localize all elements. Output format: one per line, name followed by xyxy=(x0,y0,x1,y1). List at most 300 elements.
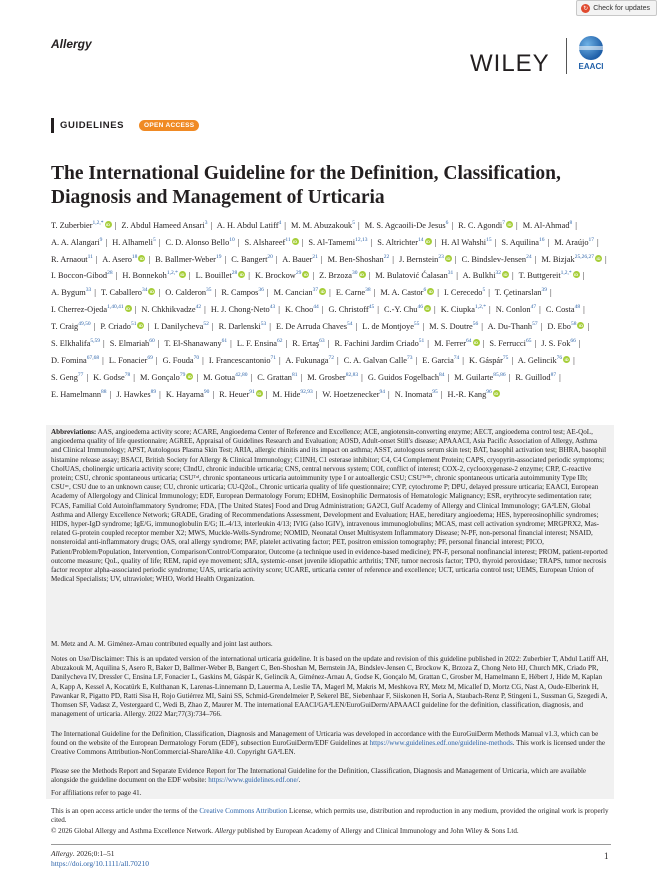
license-note xyxy=(51,807,609,825)
orcid-icon[interactable] xyxy=(105,221,112,228)
orcid-icon[interactable] xyxy=(238,271,245,278)
author-name[interactable] xyxy=(441,238,491,247)
orcid-icon[interactable] xyxy=(186,373,193,380)
author-separator: | xyxy=(422,322,425,332)
footer-citation-text: . 2026;0:1–51 xyxy=(72,849,115,858)
author-name[interactable] xyxy=(380,288,434,297)
author-name-text: E. De Arruda Chaves xyxy=(276,322,347,332)
article-title: The International Guideline for the Definition, Classification, Diagnosis and Management of Urticaria xyxy=(51,163,561,208)
author-separator: | xyxy=(321,305,324,315)
author-name-text: L. de Montjoye xyxy=(362,322,414,332)
orcid-icon[interactable] xyxy=(493,390,500,397)
author-affiliation: 51 xyxy=(418,338,425,345)
author-name-text: I. Cerecedo xyxy=(443,288,483,298)
author-name[interactable] xyxy=(515,373,556,382)
author-name[interactable] xyxy=(546,305,580,314)
author-name[interactable] xyxy=(523,221,573,230)
author-name-text: H. J. Chong-Neto xyxy=(210,305,270,315)
author-name[interactable] xyxy=(399,255,452,264)
author-name-text: K. Ciupka xyxy=(440,305,476,315)
orcid-icon[interactable] xyxy=(292,238,299,245)
author-affiliation: 78 xyxy=(124,371,131,378)
author-name-text: S. Al-Tamemi xyxy=(308,237,356,247)
author-separator: | xyxy=(212,389,215,399)
author-name[interactable] xyxy=(203,373,247,382)
author-affiliation: 96 xyxy=(486,388,492,395)
license-text: This is an open access article under the terms of the xyxy=(51,807,200,815)
author-affiliation: 25,26,27 xyxy=(574,253,594,260)
author-name[interactable] xyxy=(547,322,584,331)
author-name[interactable] xyxy=(102,255,145,264)
author-name[interactable] xyxy=(276,322,352,331)
author-separator: | xyxy=(508,372,511,382)
author-name[interactable] xyxy=(336,288,371,297)
author-name[interactable] xyxy=(518,356,570,365)
orcid-icon[interactable] xyxy=(138,255,145,262)
author-name[interactable] xyxy=(368,373,445,382)
author-name[interactable] xyxy=(444,288,485,297)
author-name[interactable] xyxy=(541,339,576,348)
author-name-text: M. S. Agcaoili-De Jesus xyxy=(364,220,446,230)
author-name-text: S. Elmariah xyxy=(109,338,150,348)
author-affiliation: 1,2,* xyxy=(92,220,104,226)
author-name-text: M. Hide xyxy=(272,389,301,399)
author-name[interactable] xyxy=(51,271,113,280)
author-name-text: P. Criado xyxy=(100,322,131,332)
author-name[interactable] xyxy=(165,288,211,297)
author-affiliation: 56 xyxy=(472,321,479,328)
author-affiliation: 76 xyxy=(556,355,563,361)
author-affiliation: 65 xyxy=(525,338,532,345)
orcid-icon[interactable] xyxy=(427,288,434,295)
author-separator: | xyxy=(196,372,198,382)
author-name[interactable] xyxy=(434,339,479,348)
equal-contribution-note: M. Metz and A. M. Giménez-Arnau contributed equally and joint last authors. xyxy=(51,640,273,648)
author-name[interactable] xyxy=(196,271,246,280)
abbreviations-label: Abbreviations: xyxy=(51,428,97,436)
author-affiliation: 1,2,* xyxy=(475,304,487,311)
orcid-icon[interactable] xyxy=(425,238,432,245)
author-name[interactable] xyxy=(109,356,153,365)
orcid-icon[interactable] xyxy=(137,322,144,329)
globe-band xyxy=(579,46,603,50)
author-name[interactable] xyxy=(166,390,210,399)
author-name[interactable] xyxy=(291,221,355,230)
orcid-icon[interactable] xyxy=(424,305,431,312)
author-name[interactable] xyxy=(112,238,156,247)
author-separator: | xyxy=(93,322,96,332)
author-name[interactable] xyxy=(429,322,478,331)
methods-report-text: Please see the Methods Report and Separate Evidence Report for The International Guideline for the Definition, Classification, Diagnosis and Management of Urticaria, which are available alongside the guideline document on the EDF website: xyxy=(51,767,587,785)
orcid-icon[interactable] xyxy=(256,390,263,397)
author-name-text: T. Zuberbier xyxy=(51,220,93,230)
author-separator: | xyxy=(573,355,575,365)
author-name-text: G. Fouda xyxy=(162,355,194,365)
author-separator: | xyxy=(582,271,585,281)
author-affiliation: 95 xyxy=(432,388,438,395)
orcid-icon[interactable] xyxy=(445,255,452,262)
author-name[interactable] xyxy=(308,238,367,247)
author-name[interactable] xyxy=(163,356,200,365)
author-separator: | xyxy=(230,338,232,348)
publisher-logo: WILEY xyxy=(470,50,550,77)
author-affiliation: 22 xyxy=(383,253,390,260)
author-separator: | xyxy=(114,220,117,230)
author-name-text: T. El-Shanawany xyxy=(164,338,222,348)
author-name-text: C. D. Alonso Bello xyxy=(165,237,230,247)
author-affiliation: 34 xyxy=(141,287,148,294)
author-name[interactable] xyxy=(166,238,235,247)
author-name[interactable] xyxy=(100,322,144,331)
author-name[interactable] xyxy=(285,356,334,365)
author-affiliation: 29 xyxy=(295,270,302,277)
author-name-text: M. Ferrer xyxy=(434,338,467,348)
author-name[interactable] xyxy=(51,339,100,348)
author-separator: | xyxy=(482,338,485,348)
author-name-text: I. Francescantonio xyxy=(208,355,271,365)
author-name[interactable] xyxy=(121,221,207,230)
author-name-text: R. Fachini Jardim Criado xyxy=(334,338,419,348)
author-affiliation: 1,2,* xyxy=(166,270,178,277)
author-name[interactable] xyxy=(377,238,431,247)
author-name-text: N. Conlon xyxy=(495,305,531,315)
author-name-text: C. A. Galvan Calle xyxy=(343,355,407,365)
author-affiliation: 20 xyxy=(267,253,273,260)
author-affiliation: 1,2,* xyxy=(560,270,572,277)
section-label: GUIDELINES xyxy=(60,120,125,131)
author-affiliation: 18 xyxy=(131,253,138,260)
author-name[interactable] xyxy=(334,339,424,348)
author-name[interactable] xyxy=(219,390,263,399)
author-affiliation: 62 xyxy=(277,338,283,345)
author-name-text: K. Brockow xyxy=(255,271,296,281)
author-affiliation: 72 xyxy=(328,355,334,361)
author-name[interactable] xyxy=(154,322,209,331)
author-name-text: E. Hamelmann xyxy=(51,389,102,399)
author-name[interactable] xyxy=(282,255,318,264)
orcid-icon[interactable] xyxy=(573,271,580,278)
author-name[interactable] xyxy=(51,255,93,264)
author-name[interactable] xyxy=(231,255,273,264)
author-name[interactable] xyxy=(51,288,91,297)
author-affiliation: 67,68 xyxy=(86,355,100,361)
author-separator: | xyxy=(447,372,450,382)
author-name[interactable] xyxy=(164,339,227,348)
author-name[interactable] xyxy=(319,271,365,280)
author-affiliation: 5 xyxy=(482,287,486,294)
author-name-text: E. Carne xyxy=(335,288,366,298)
author-name-text: A. Asero xyxy=(102,254,132,264)
author-affiliation: 28 xyxy=(231,270,238,277)
author-name-text: A. Gelincik xyxy=(517,355,557,365)
author-separator: | xyxy=(481,322,483,332)
author-separator: | xyxy=(437,288,439,298)
author-name[interactable] xyxy=(362,322,419,331)
author-separator: | xyxy=(312,271,314,281)
orcid-icon[interactable] xyxy=(302,271,309,278)
author-affiliation: 54 xyxy=(346,321,353,328)
orcid-icon[interactable] xyxy=(359,271,366,278)
author-separator: | xyxy=(158,288,161,298)
check-for-updates-label: Check for updates xyxy=(593,4,650,12)
author-affiliation: 24 xyxy=(526,253,532,260)
society-logo xyxy=(574,36,608,74)
author-separator: | xyxy=(377,305,379,315)
open-access-badge: OPEN ACCESS xyxy=(139,120,199,131)
methods-note xyxy=(51,730,609,758)
author-name[interactable] xyxy=(51,356,99,365)
author-name[interactable] xyxy=(496,305,536,314)
author-affiliation: 85,86 xyxy=(493,371,506,378)
author-name[interactable] xyxy=(328,255,390,264)
author-separator: | xyxy=(361,372,363,382)
methods-text: The International Guideline for the Definition, Classification, Diagnosis and Management of Urticaria was developed in accordance with the EuroGuiDerm Methods Manual v1.3, which can be found on the website of the European Dermatology Forum (EDF), subsection EuroGuiDerm/EDF Guidelines at xyxy=(51,730,599,748)
author-name[interactable] xyxy=(51,390,107,399)
author-affiliation: 9 xyxy=(99,236,103,243)
author-separator: | xyxy=(387,389,390,399)
author-separator: | xyxy=(370,237,373,247)
author-name[interactable] xyxy=(458,221,513,230)
abbreviations-text: AAS, angioedema activity score; ACARE, Angioedema Center of Reference and Excellence; ACE, angiotensin-converting enzyme; AECT, angioedema control test; AE-QoL, angioedema quality of life questionnaire; AGREE, Appraisal of Guidelines Research and Evaluation; AOSD, Adult-onset Still's disease; APAAACI, Asia Pacific Association of Allergy, Asthma and Clinical Immunology; APST, Autologous Plasma Skin Test; ARIA, allergic rhinitis and its impact on asthma; ASST, autologous serum skin test; BAT, basophil activation test; BHRA, basophil histamine release assay; BSACI, British Society for Allergy & Clinical Immunology; C1INH, C1 esterase inhibitor; C4, C4 Complement Protein; CAPS, cryopyrin-associated periodic symptoms; CholUAS, cholinergic urticaria activity score; CIndU, chronic inducible urticaria; CNS, central nervous system; COI, conflict of interest; COX-2, cyclooxygenase-2 enzyme; CRP, C-reactive protein; CSU, chronic spontaneous urticaria; CSUᵀᵃᴵ, chronic spontaneous urticaria autoimmunity type I or autoallergic CSU; CSUᵀᵃᴵᴵᵇ, chronic spontaneous urticaria autoimmunity Type IIb; CSUᵘᶜ, CSU due to an unknown cause; CU, chronic urticaria; CU-Q2oL, Chronic urticaria quality of life questionnaire; CYP, cytochrome P; DPU, delayed pressure urticaria; EAACI, European Academy of Allergology and Clinical Immunology; EDF, European Dermatology Forum; EDHM, Eosinophilic Dermatosis of Hematologic Malignancy; ESR, erythrocyte sedimentation rate; FCAS, Familial Cold Autoinflammatory Syndrome; FDA, [The United States] Food and Drug Administration; GA2CI, Gulf Academy of Allergy and Clinical Immunology; GA²LEN, Global Asthma and Allergy Excellence Network; GRADE, Grading of Recommendations Assessment, Development and Evaluation; HAE, hereditary angioedema; HES, hypereosinophilic syndromes; HIDS, hyper-IgD syndrome; IgE/G, immunoglobulin E/G; IL-4/13, interleukin 4/13; IVIG (also IGIV), intravenous immunoglobulins; MCAS, mast cell activation syndrome; MRGPRX2, Mas-related G-protein coupled receptor member X2; MWS, Muckle-Wells-Syndrome; NOMID, Neonatal Onset Multisystem Inflammatory Disease; N-PF, non-personal financial interest; NSAID, nonsteroidal anti-inflammatory drugs; OAS, oral allergy syndrome; PAF, platelet activating factor; PET, positron emission tomography; PF, personal financial interest; PICO, Patient/Problem/Population, Intervention, Comparison/Control/Comparator, Outcome (a technique used in evidence-based medicine); PN-F, personal nonfinancial interest; PROM, patient-reported outcome measure; QoL, quality of life; REM, rapid eye movement; sJIA, systemic-onset juvenile idiopathic arthritis; TNF, tumor necrosis factor; TPO, thyroid peroxidase; TRAPS, tumor necrosis factor receptor alpha-associated periodic syndrome; UAS, urticaria activity score; UCARE, urticaria center of reference and excellence; UCT, urticaria control test; UEMS, European Union of Medical Specialists; UV, ultraviolet; WHO, World Health Organization. xyxy=(51,428,608,584)
author-name[interactable] xyxy=(448,390,500,399)
author-name[interactable] xyxy=(51,221,112,230)
author-name-text: O. Calderon xyxy=(165,288,207,298)
author-name[interactable] xyxy=(292,339,324,348)
author-separator: | xyxy=(327,338,330,348)
author-name-text: N. Inomata xyxy=(394,389,433,399)
author-affiliation: 39 xyxy=(541,287,547,294)
refresh-icon: ↻ xyxy=(583,5,589,12)
author-name[interactable] xyxy=(375,271,453,280)
orcid-icon[interactable] xyxy=(595,255,602,262)
author-name[interactable] xyxy=(489,339,531,348)
author-separator: | xyxy=(489,305,491,315)
author-name-text: M. Gonçalo xyxy=(139,372,180,382)
author-affiliation: 12,13 xyxy=(355,236,368,243)
author-affiliation: 61 xyxy=(221,338,228,345)
author-name-text: R. Darlenski xyxy=(218,322,261,332)
author-name-text: K. Choo xyxy=(284,305,314,315)
author-name[interactable] xyxy=(110,339,155,348)
orcid-icon[interactable] xyxy=(506,221,513,228)
author-name[interactable] xyxy=(501,238,544,247)
author-name[interactable] xyxy=(519,271,580,280)
author-name-text: T. Caballero xyxy=(100,288,142,298)
author-name-text: S. Ferrucci xyxy=(489,338,526,348)
author-name[interactable] xyxy=(462,255,532,264)
author-name[interactable] xyxy=(122,271,186,280)
author-affiliation: 4 xyxy=(278,220,282,226)
author-separator: | xyxy=(278,305,280,315)
author-affiliation: 31 xyxy=(447,270,454,277)
author-name-text: R. C. Agondi xyxy=(458,220,503,230)
author-name[interactable] xyxy=(217,221,281,230)
author-name[interactable] xyxy=(116,390,156,399)
author-affiliation: 57 xyxy=(532,321,538,328)
author-affiliation: 63 xyxy=(319,338,325,345)
author-name-text: A. Fukunaga xyxy=(285,355,329,365)
disclaimer-note: Notes on Use/Disclaimer: This is an updated version of the international urticaria guideline. It is based on the update and revision of this guideline published in 2022: Zuberbier T, Abdul Latiff AH, Abuzakouk M, Aquilina S, Asero R, Baker D, Ballmer-Weber B, Bangert C, Ben-Shoshan M, Bernstein JA, Bindslev-Jensen C, Brockow K, Brzoza Z, Chong Neto HJ, Church MK, Criado PR, Danilycheva IV, Dressler C, Ensina LF, Fonacier L, Gaskins M, Gáspár K, Gelincik A, Giménez-Arnau A, Godse K, Gonçalo M, Grattan C, Grosber M, Hamelmann E, Hébert J, Hide M, Kaplan A, Kapp A, Kessel A, Kocatürk E, Kulthanan K, Larenas-Linnemann D, Lauerma A, Leslie TA, Magerl M, Makris M, Meshkova RY, Metz M, Micallef D, Mortz CG, Nast A, Oude-Elberink H, Pawankar R, Pigatto PD, Ratti Sisa H, Rojo Gutiérrez MI, Saini SS, Schmid-Grendelmeier P, Sekerel BE, Siebenhaar F, Siiskonen H, Soria A, Staubach-Renz P, Stingeni L, Sussman G, Szegedi A, Thomsen SF, Vadasz Z, Vestergaard C, Wedi B, Zhao Z, Maurer M. The international EAACI/GA²LEN/EuroGuiDerm/APAAACI guideline for the definition, classification, diagnosis, and management of urticaria. Allergy. 2022 Mar;77(3):734–766. xyxy=(51,655,609,719)
author-name[interactable] xyxy=(541,255,602,264)
author-name[interactable] xyxy=(274,288,326,297)
author-name-text: S. Alshareef xyxy=(244,237,286,247)
author-separator: | xyxy=(559,372,561,382)
author-separator: | xyxy=(604,254,607,264)
author-name[interactable] xyxy=(51,305,132,314)
author-name-text: R. Heuer xyxy=(219,389,250,399)
author-name-text: A. A. Alangari xyxy=(51,237,100,247)
author-separator: | xyxy=(269,322,271,332)
author-name[interactable] xyxy=(93,373,130,382)
check-for-updates-button[interactable] xyxy=(576,0,657,16)
author-affiliation: 36 xyxy=(258,287,264,294)
author-name-text: D. Ebo xyxy=(547,322,571,332)
author-name[interactable] xyxy=(219,322,267,331)
author-name[interactable] xyxy=(141,305,201,314)
author-separator: | xyxy=(320,254,323,264)
author-name-text: L. Bouillet xyxy=(195,271,232,281)
author-name[interactable] xyxy=(329,305,375,314)
author-name-text: A. H. Abdul Latiff xyxy=(216,220,279,230)
author-name[interactable] xyxy=(155,255,221,264)
footer-doi-link[interactable]: https://doi.org/10.1111/all.70210 xyxy=(51,859,149,868)
author-name[interactable] xyxy=(422,356,459,365)
author-name-text: M. S. Doutre xyxy=(429,322,473,332)
author-separator: | xyxy=(315,389,318,399)
author-name-text: A. Bauer xyxy=(282,254,313,264)
author-affiliation: 1,40,41 xyxy=(107,304,124,311)
author-separator: | xyxy=(329,288,331,298)
author-affiliation: 5,59 xyxy=(90,338,101,345)
author-separator: | xyxy=(578,338,581,348)
author-name-text: A. Bulkhi xyxy=(462,271,496,281)
author-separator: | xyxy=(159,389,161,399)
author-separator: | xyxy=(105,237,108,247)
orcid-icon[interactable] xyxy=(502,271,509,278)
author-affiliation: 46 xyxy=(417,304,423,311)
author-name[interactable] xyxy=(441,305,486,314)
author-name[interactable] xyxy=(554,238,594,247)
author-separator: | xyxy=(373,288,376,298)
author-name[interactable] xyxy=(221,288,264,297)
author-affiliation: 52 xyxy=(203,321,209,328)
author-name-text: C. Bangert xyxy=(231,254,268,264)
author-separator: | xyxy=(224,254,227,264)
author-separator: | xyxy=(248,271,250,281)
author-name[interactable] xyxy=(255,271,309,280)
author-separator: | xyxy=(440,389,443,399)
author-separator: | xyxy=(549,288,552,298)
author-name[interactable] xyxy=(285,305,319,314)
author-affiliation: 48 xyxy=(574,304,581,311)
orcid-icon[interactable] xyxy=(148,288,155,295)
footer-rule xyxy=(51,844,611,845)
methods-link[interactable]: https://www.guidelines.edf.one/guideline-methods xyxy=(369,739,513,748)
footer-journal: Allergy xyxy=(51,849,73,858)
orcid-icon[interactable] xyxy=(319,288,326,295)
orcid-icon[interactable] xyxy=(473,339,480,346)
copyright-text: © 2026 Global Allergy and Asthma Excellence Network. xyxy=(51,827,215,835)
author-name-text: G. Christoff xyxy=(328,305,369,315)
author-name-text: R. Campos xyxy=(221,288,259,298)
author-name[interactable] xyxy=(322,390,385,399)
author-affiliation: 33 xyxy=(85,287,92,294)
author-affiliation: 7 xyxy=(502,220,505,226)
author-name[interactable] xyxy=(257,373,297,382)
author-separator: | xyxy=(214,288,217,298)
author-separator: | xyxy=(265,389,268,399)
author-name[interactable] xyxy=(51,373,83,382)
author-name-text: E. Garcia xyxy=(422,355,454,365)
author-affiliation: 6 xyxy=(445,220,449,226)
author-name[interactable] xyxy=(344,356,413,365)
author-name[interactable] xyxy=(51,238,102,247)
orcid-icon[interactable] xyxy=(179,271,186,278)
author-name[interactable] xyxy=(395,390,438,399)
author-separator: | xyxy=(95,254,98,264)
orcid-icon[interactable] xyxy=(577,322,584,329)
author-name[interactable] xyxy=(454,373,505,382)
author-name[interactable] xyxy=(469,356,508,365)
author-name[interactable] xyxy=(245,238,299,247)
author-affiliation: 16 xyxy=(538,236,545,243)
author-name[interactable] xyxy=(237,339,283,348)
author-separator: | xyxy=(115,271,118,281)
author-name[interactable] xyxy=(384,305,431,314)
author-name[interactable] xyxy=(307,373,358,382)
author-affiliation: 28 xyxy=(107,270,113,277)
author-separator: | xyxy=(210,220,213,230)
author-affiliation: 51 xyxy=(130,321,137,328)
author-affiliation: 42 xyxy=(195,304,202,311)
author-separator: | xyxy=(237,237,240,247)
author-separator: | xyxy=(451,220,454,230)
author-affiliation: 45 xyxy=(368,304,375,311)
author-name[interactable] xyxy=(101,288,156,297)
author-affiliation: 10 xyxy=(229,236,235,243)
author-separator: | xyxy=(266,288,269,298)
license-link[interactable]: Creative Commons Attribution xyxy=(199,807,288,815)
orcid-icon[interactable] xyxy=(125,305,132,312)
author-name[interactable] xyxy=(365,221,449,230)
author-name[interactable] xyxy=(51,322,91,331)
author-affiliation: 19 xyxy=(215,253,222,260)
author-name[interactable] xyxy=(495,288,547,297)
author-separator: | xyxy=(392,254,394,264)
author-name-text: K. Godse xyxy=(93,372,125,382)
author-name-text: R. Arnaout xyxy=(51,254,88,264)
author-name[interactable] xyxy=(140,373,193,382)
author-name[interactable] xyxy=(209,356,276,365)
society-logo-text: EAACI xyxy=(578,62,604,71)
author-name-text: K. Gáspár xyxy=(469,355,503,365)
author-separator: | xyxy=(284,220,286,230)
author-name-text: B. Ballmer-Weber xyxy=(155,254,216,264)
author-affiliation: 47 xyxy=(530,304,537,311)
author-name-text: G. Guidos Fogelbach xyxy=(367,372,439,382)
author-separator: | xyxy=(275,254,278,264)
author-name[interactable] xyxy=(488,322,538,331)
author-separator: | xyxy=(415,355,418,365)
orcid-icon[interactable] xyxy=(563,356,570,363)
author-name[interactable] xyxy=(211,305,275,314)
author-separator: | xyxy=(211,322,214,332)
methods-report-link[interactable]: https://www.guidelines.edf.one/ xyxy=(208,776,299,785)
author-name[interactable] xyxy=(463,271,509,280)
author-name[interactable] xyxy=(273,390,313,399)
author-separator: | xyxy=(250,372,253,382)
author-affiliation: 37 xyxy=(312,287,319,294)
